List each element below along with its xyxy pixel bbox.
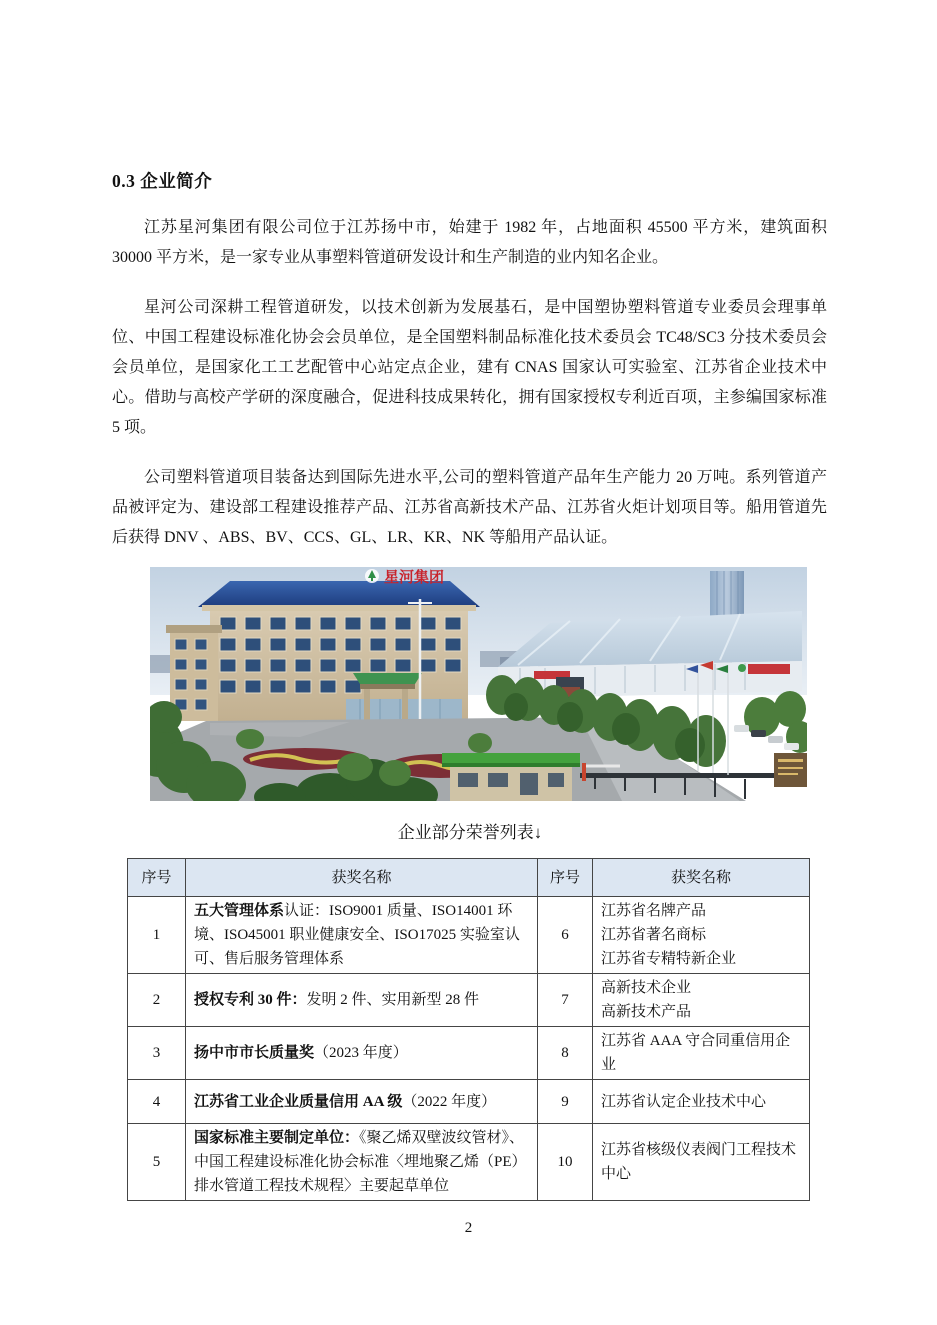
- paragraph-capacity-certifications: 公司塑料管道项目装备达到国际先进水平,公司的塑料管道产品年生产能力 20 万吨。系列管道产品被评定为、建设部工程建设推荐产品、江苏省高新技术产品、江苏省火炬计划项目等。船用管道先后获得 DNV 、ABS、BV、CCS、GL、LR、KR、NK 等船用产品认证。: [112, 469, 827, 546]
- award-line: 江苏省名牌产品: [601, 903, 707, 919]
- row-no-cell: 2: [128, 974, 186, 1027]
- row-no-cell: 3: [128, 1027, 186, 1080]
- award-name-cell: [593, 1027, 810, 1080]
- award-bold-text: 江苏省工业企业质量信用 AA 级: [194, 1093, 403, 1110]
- award-name-cell: [593, 1080, 810, 1124]
- award-name-cell: [186, 974, 538, 1027]
- row-no-cell: 9: [538, 1080, 593, 1124]
- paragraph-company-overview: 江苏星河集团有限公司位于江苏扬中市，始建于 1982 年，占地面积 45500 平方米，建筑面积 30000 平方米，是一家专业从事塑料管道研发设计和生产制造的业内知名企业。: [112, 219, 827, 266]
- award-regular-text: （2022 年度）: [402, 1093, 497, 1110]
- award-name-cell: [593, 897, 810, 974]
- award-line: 江苏省认定企业技术中心: [601, 1093, 767, 1110]
- row-no-cell: 1: [128, 897, 186, 974]
- page-number: 2: [464, 1220, 473, 1236]
- award-name-cell: [186, 1080, 538, 1124]
- award-line: 江苏省 AAA 守合同重信用企业: [601, 1033, 791, 1073]
- row-no-cell: 5: [128, 1124, 186, 1201]
- campus-aerial-illustration: [150, 567, 807, 801]
- award-name-cell: [593, 1124, 810, 1201]
- row-no-cell: 4: [128, 1080, 186, 1124]
- award-bold-text: 扬中市市长质量奖: [194, 1045, 315, 1061]
- col-header-award-left: 获奖名称: [186, 859, 538, 897]
- row-no-cell: 6: [538, 897, 593, 974]
- award-line: 高新技术企业: [601, 980, 692, 996]
- award-line: 江苏省著名商标: [601, 927, 707, 943]
- paragraph-rd-memberships: 星河公司深耕工程管道研发，以技术创新为发展基石，是中国塑协塑料管道专业委员会理事单位、中国工程建设标准化协会会员单位，是全国塑料制品标准化技术委员会 TC48/SC3 分技术委员会会员单位，是国家化工工艺配管中心站定点企业，建有 CNAS 国家认可实验室、江苏省企业技术中心。借助与高校产学研的深度融合，促进科技成果转化，拥有国家授权专利近百项，主参编国家标准 5 项。: [112, 299, 827, 436]
- award-regular-text: 发明 2 件、实用新型 28 件: [306, 992, 480, 1008]
- award-regular-text: 认证：ISO9001 质量、ISO14001 环境、ISO45001 职业健康安全、ISO17025 实验室认可、售后服务管理体系: [194, 903, 520, 967]
- section-title: 0.3 企业简介: [112, 171, 213, 191]
- header-row: [128, 859, 810, 897]
- award-regular-text: 《聚乙烯双壁波纹管材》、中国工程建设标准化协会标准〈埋地聚乙烯（PE）排水管道工程技术规程〉主要起草单位: [194, 1130, 527, 1194]
- award-regular-text: （2023 年度）: [314, 1045, 408, 1061]
- table-row: [128, 1124, 810, 1201]
- award-line: 高新技术产品: [601, 1004, 692, 1020]
- col-header-no-left: 序号: [128, 859, 186, 897]
- row-no-cell: 10: [538, 1124, 593, 1201]
- table-row: [128, 1027, 810, 1080]
- col-header-no-right: 序号: [538, 859, 593, 897]
- award-name-cell: [186, 1124, 538, 1201]
- award-bold-text: 授权专利 30 件：: [194, 992, 307, 1008]
- company-campus-photo: [150, 567, 807, 801]
- honors-table-caption: 企业部分荣誉列表↓: [397, 823, 543, 842]
- award-bold-text: 五大管理体系: [194, 903, 285, 919]
- award-line: 江苏省核级仪表阀门工程技术中心: [601, 1142, 797, 1182]
- rooftop-sign-text: 星河集团: [384, 570, 445, 586]
- award-name-cell: [186, 897, 538, 974]
- row-no-cell: 8: [538, 1027, 593, 1080]
- table-row: [128, 897, 810, 974]
- award-bold-text: 国家标准主要制定单位：: [194, 1130, 360, 1146]
- table-row: [128, 974, 810, 1027]
- award-name-cell: [593, 974, 810, 1027]
- award-line: 江苏省专精特新企业: [601, 951, 737, 967]
- honors-table: [127, 858, 810, 1201]
- table-row: [128, 1080, 810, 1124]
- award-name-cell: [186, 1027, 538, 1080]
- col-header-award-right: 获奖名称: [593, 859, 810, 897]
- row-no-cell: 7: [538, 974, 593, 1027]
